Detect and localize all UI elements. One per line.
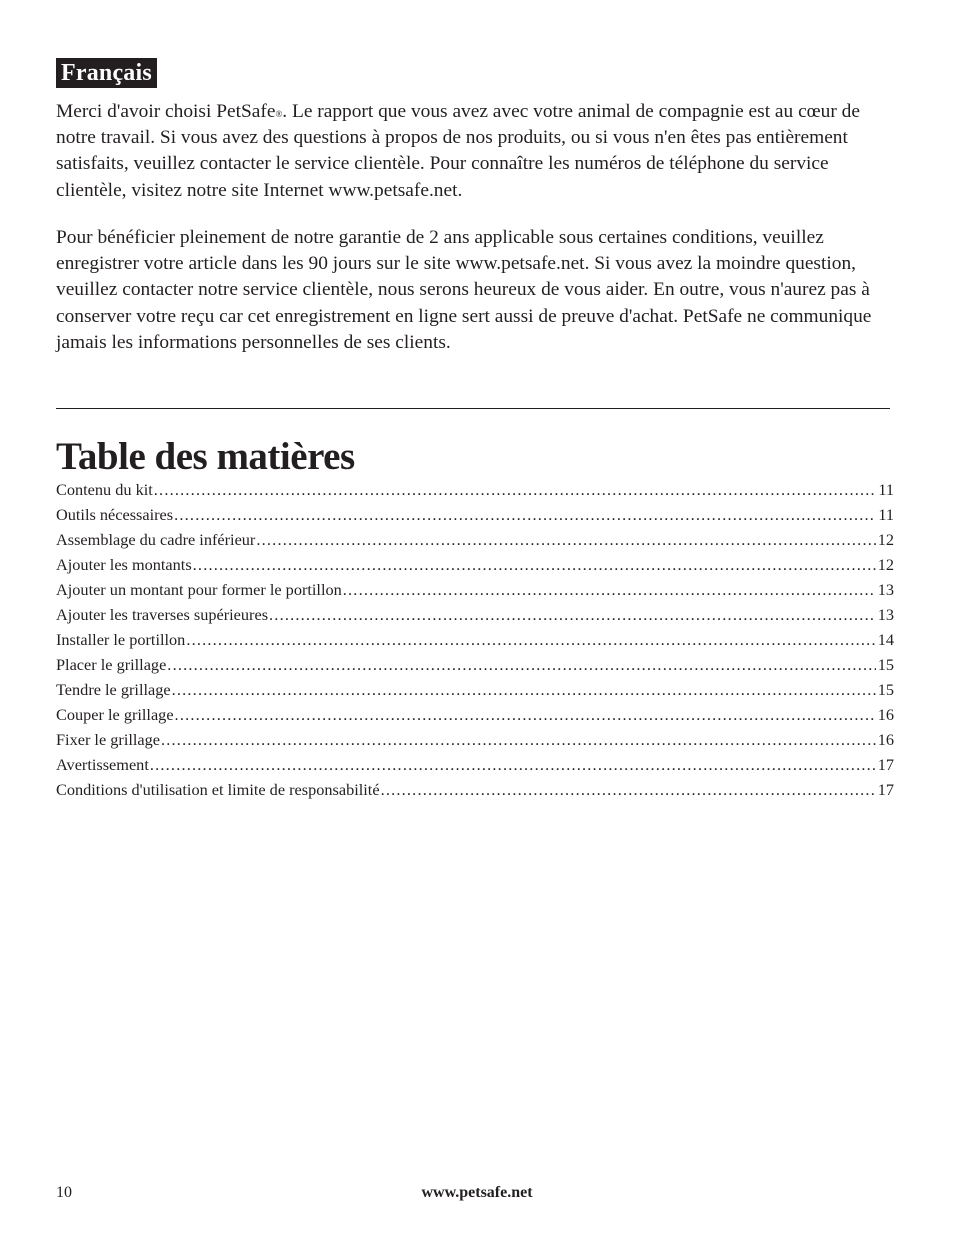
toc-entry[interactable] — [56, 527, 894, 552]
language-badge: Français — [56, 58, 157, 88]
toc-entry-label: Placer le grillage — [56, 655, 167, 674]
toc-entry-page: 11 — [878, 505, 894, 524]
toc-dot-leader — [174, 502, 876, 527]
toc-entry-label: Ajouter les traverses supérieures — [56, 605, 269, 624]
toc-entry[interactable] — [56, 602, 894, 627]
toc-dot-leader — [256, 527, 875, 552]
intro-paragraph-2: Pour bénéficier pleinement de notre garantie de 2 ans applicable sous certaines conditions, veuillez enregistrer votre article dans les 90 jours sur le site www.petsafe.net. Si vous avez la moindre question, veuillez contacter notre service clientèle, nous serons heureux de vous aider. En outre, vous n'aurez pas à conserver votre reçu car cet enregistrement en ligne sert aussi de preuve d'achat. PetSafe ne communique jamais les informations personnelles de ses clients. — [56, 227, 872, 353]
toc-entry-page: 16 — [877, 730, 894, 749]
toc-entry[interactable] — [56, 752, 894, 777]
toc-dot-leader — [175, 702, 876, 727]
toc-entry-page: 12 — [877, 530, 894, 549]
toc-dot-leader — [167, 652, 875, 677]
toc-entry-label: Tendre le grillage — [56, 680, 171, 699]
toc-dot-leader — [161, 727, 876, 752]
toc-entry-label: Installer le portillon — [56, 630, 186, 649]
toc-entry[interactable] — [56, 502, 894, 527]
toc-dot-leader — [343, 577, 876, 602]
toc-dot-leader — [186, 627, 875, 652]
toc-dot-leader — [172, 677, 876, 702]
toc-entry-label: Ajouter les montants — [56, 555, 192, 574]
toc-entry[interactable] — [56, 677, 894, 702]
toc-dot-leader — [154, 477, 877, 502]
toc-dot-leader — [150, 752, 876, 777]
intro-paragraph-1-start: Merci d'avoir choisi PetSafe — [56, 101, 276, 122]
table-of-contents — [56, 477, 894, 802]
toc-dot-leader — [381, 777, 876, 802]
footer-website: www.petsafe.net — [421, 1184, 533, 1201]
toc-entry[interactable] — [56, 777, 894, 802]
toc-entry[interactable] — [56, 477, 894, 502]
toc-entry-page: 15 — [877, 655, 894, 674]
toc-entry-page: 16 — [877, 705, 894, 724]
toc-entry-label: Outils nécessaires — [56, 505, 174, 524]
toc-entry-label: Fixer le grillage — [56, 730, 160, 749]
page-number: 10 — [56, 1184, 72, 1201]
toc-entry-page: 15 — [877, 680, 894, 699]
toc-entry-page: 13 — [877, 580, 894, 599]
intro-paragraph-1-rest: . Le rapport que vous avez avec votre animal de compagnie est au cœur de notre travail. Si vous avez des questions à propos de nos produits, ou si vous n'en êtes pas entièrement satisfaits, veuillez contacter le service clientèle. Pour connaître les numéros de téléphone du service clientèle, visitez notre site Internet www.petsafe.net. — [56, 101, 860, 201]
registered-mark: ® — [275, 109, 283, 119]
toc-title: Table des matières — [56, 435, 355, 478]
toc-dot-leader — [269, 602, 876, 627]
toc-dot-leader — [193, 552, 876, 577]
toc-entry-label: Couper le grillage — [56, 705, 174, 724]
toc-entry-page: 17 — [877, 755, 894, 774]
section-divider — [56, 408, 890, 409]
toc-entry[interactable] — [56, 727, 894, 752]
toc-entry-label: Assemblage du cadre inférieur — [56, 530, 256, 549]
toc-entry[interactable] — [56, 627, 894, 652]
intro-paragraph-1 — [56, 99, 896, 204]
toc-entry-label: Conditions d'utilisation et limite de responsabilité — [56, 780, 380, 799]
toc-entry-label: Avertissement — [56, 755, 149, 774]
toc-entry-page: 12 — [877, 555, 894, 574]
toc-entry-label: Ajouter un montant pour former le portillon — [56, 580, 342, 599]
toc-entry-page: 13 — [877, 605, 894, 624]
toc-entry[interactable] — [56, 577, 894, 602]
toc-entry-label: Contenu du kit — [56, 480, 153, 499]
toc-entry[interactable] — [56, 552, 894, 577]
toc-entry[interactable] — [56, 702, 894, 727]
toc-entry-page: 17 — [877, 780, 894, 799]
toc-entry-page: 11 — [878, 480, 894, 499]
toc-entry-page: 14 — [877, 630, 894, 649]
toc-entry[interactable] — [56, 652, 894, 677]
